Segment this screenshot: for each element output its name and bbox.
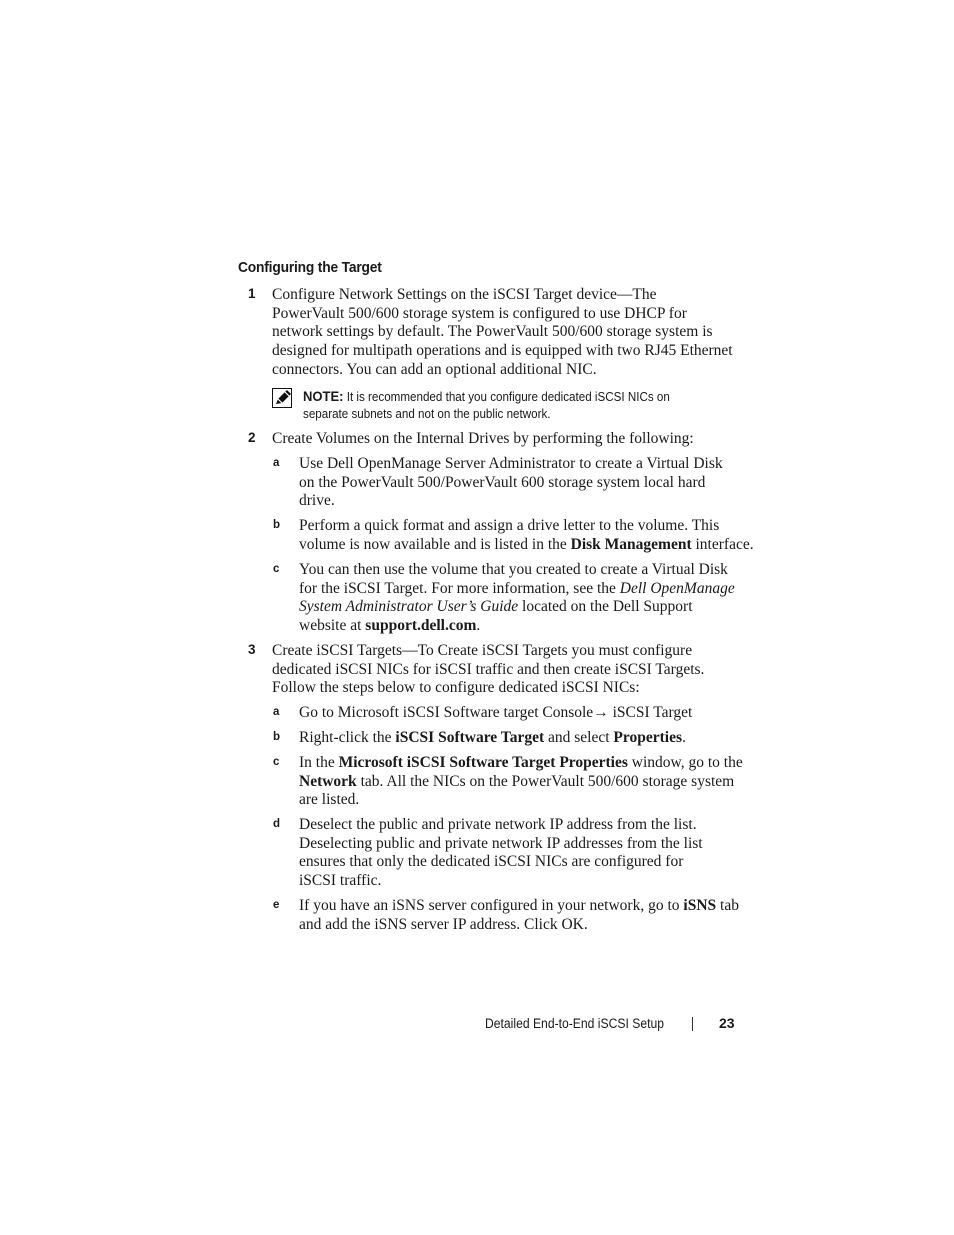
step-2a-line: drive. bbox=[299, 492, 335, 510]
step-3d-text bbox=[299, 816, 703, 891]
note-text: It is recommended that you configure dedicated iSCSI NICs on bbox=[343, 390, 670, 404]
note-label: NOTE: bbox=[303, 388, 344, 404]
step-2b-line: volume is now available and is listed in the bbox=[299, 535, 571, 553]
step-3b-text bbox=[299, 729, 686, 748]
step-2-text: Create Volumes on the Internal Drives by performing the following: bbox=[272, 430, 694, 447]
step-1-line: network settings by default. The PowerVault 500/600 storage system is bbox=[272, 323, 713, 341]
step-3-text bbox=[272, 642, 704, 698]
step-3d-line: Deselecting public and private network IP addresses from the list bbox=[299, 834, 703, 852]
step-2-number: 2 bbox=[248, 430, 256, 445]
step-3c-letter: c bbox=[273, 756, 280, 768]
step-1-number: 1 bbox=[248, 286, 256, 301]
step-3a-text: Go to Microsoft iSCSI Software target Console→ iSCSI Target bbox=[299, 704, 693, 721]
step-1-text bbox=[272, 286, 733, 380]
step-3b-line: Right-click the bbox=[299, 729, 396, 746]
step-3c-line: are listed. bbox=[299, 791, 360, 809]
isns-tab-term: iSNS bbox=[683, 897, 717, 914]
step-2c-text bbox=[299, 561, 735, 636]
step-3d-line: ensures that only the dedicated iSCSI NICs are configured for bbox=[299, 853, 684, 871]
step-3e-text bbox=[299, 897, 739, 934]
step-3c-line: window, go to the bbox=[627, 754, 743, 771]
step-2c-line: website at bbox=[299, 617, 366, 635]
footer-divider bbox=[692, 1017, 693, 1031]
guide-title: System Administrator User’s Guide bbox=[299, 598, 519, 616]
step-2a-letter: a bbox=[273, 457, 280, 469]
step-3e-line: tab bbox=[716, 897, 739, 914]
step-2b-line: interface. bbox=[691, 535, 754, 553]
step-3d-line: Deselect the public and private network IP address from the list. bbox=[299, 816, 697, 833]
step-3a-letter: a bbox=[273, 706, 280, 718]
properties-window-term: Microsoft iSCSI Software Target Properties bbox=[338, 754, 628, 771]
step-2b-letter: b bbox=[273, 519, 281, 531]
iscsi-software-target-term: iSCSI Software Target bbox=[395, 729, 545, 746]
step-1-line: connectors. You can add an optional additional NIC. bbox=[272, 360, 597, 378]
step-2c-line: located on the Dell Support bbox=[518, 598, 693, 616]
step-3d-line: iSCSI traffic. bbox=[299, 872, 382, 890]
footer-section-title: Detailed End-to-End iSCSI Setup bbox=[485, 1016, 664, 1031]
step-3c-line: In the bbox=[299, 754, 339, 771]
step-2a-line: on the PowerVault 500/PowerVault 600 storage system local hard bbox=[299, 473, 706, 491]
note-text: separate subnets and not on the public network. bbox=[303, 407, 551, 421]
step-2c-line: for the iSCSI Target. For more information, see the bbox=[299, 579, 620, 597]
step-2c-line: . bbox=[476, 617, 481, 635]
step-3d-letter: d bbox=[273, 818, 281, 830]
step-3-number: 3 bbox=[248, 642, 256, 657]
step-2b-text bbox=[299, 517, 754, 554]
step-1-line: PowerVault 500/600 storage system is configured to use DHCP for bbox=[272, 304, 687, 322]
step-3-line: Follow the steps below to configure dedicated iSCSI NICs: bbox=[272, 679, 640, 697]
step-1-line: Configure Network Settings on the iSCSI Target device—The bbox=[272, 286, 657, 303]
step-2a-line: Use Dell OpenManage Server Administrator to create a Virtual Disk bbox=[299, 455, 723, 472]
step-3c-line: tab. All the NICs on the PowerVault 500/600 storage system bbox=[356, 772, 735, 790]
step-2c-line: You can then use the volume that you created to create a Virtual Disk bbox=[299, 561, 728, 578]
page-number: 23 bbox=[719, 1015, 735, 1031]
step-2a-text bbox=[299, 455, 723, 511]
guide-title: Dell OpenManage bbox=[619, 579, 735, 597]
step-3-line: Create iSCSI Targets—To Create iSCSI Targets you must configure bbox=[272, 642, 693, 659]
step-3e-line: If you have an iSNS server configured in your network, go to bbox=[299, 897, 684, 914]
step-3e-letter: e bbox=[273, 899, 280, 911]
note-pencil-icon bbox=[272, 388, 294, 413]
properties-term: Properties bbox=[613, 729, 682, 746]
note-callout bbox=[303, 388, 670, 423]
step-3c-text bbox=[299, 754, 743, 810]
step-3-line: dedicated iSCSI NICs for iSCSI traffic and then create iSCSI Targets. bbox=[272, 660, 705, 678]
step-2c-letter: c bbox=[273, 563, 280, 575]
network-tab-term: Network bbox=[299, 772, 357, 790]
step-2b-line: Perform a quick format and assign a drive letter to the volume. This bbox=[299, 517, 720, 534]
step-3b-line: . bbox=[682, 729, 686, 746]
step-3e-line: and add the iSNS server IP address. Click OK. bbox=[299, 915, 588, 933]
disk-management-term: Disk Management bbox=[570, 535, 692, 553]
step-1-line: designed for multipath operations and is equipped with two RJ45 Ethernet bbox=[272, 342, 733, 360]
section-heading: Configuring the Target bbox=[238, 259, 382, 276]
support-website-link[interactable]: support.dell.com bbox=[365, 617, 477, 635]
step-3b-line: and select bbox=[544, 729, 614, 746]
step-3b-letter: b bbox=[273, 731, 281, 743]
